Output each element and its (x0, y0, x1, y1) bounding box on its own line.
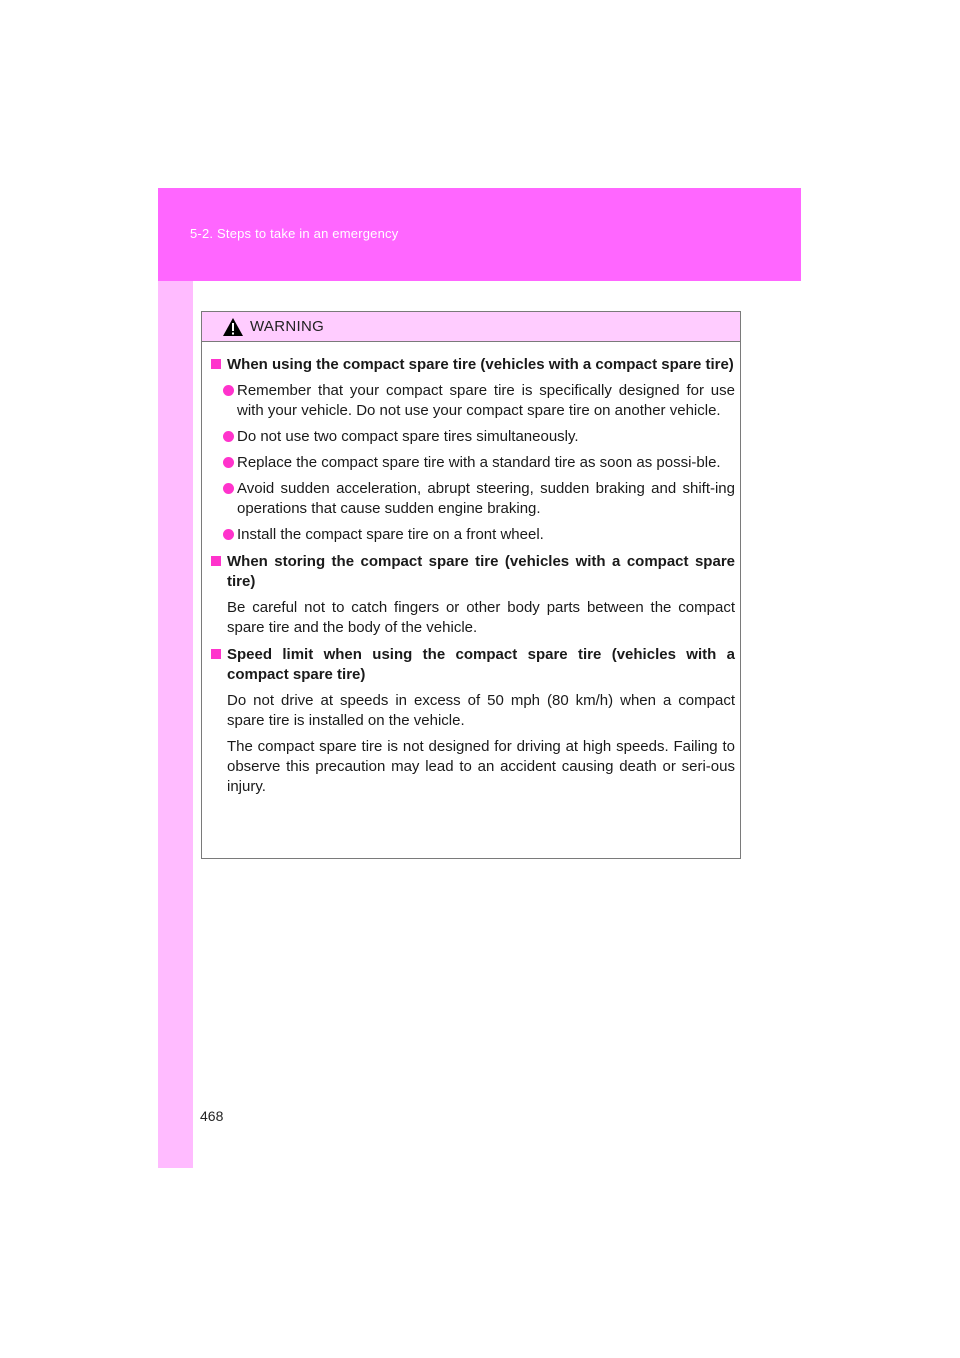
warning-triangle-icon (222, 317, 244, 337)
topic-heading (209, 645, 735, 685)
circle-bullet-icon (223, 431, 234, 442)
bullet-item (209, 479, 735, 519)
bullet-text: Install the compact spare tire on a front wheel. (237, 526, 544, 543)
square-marker-icon (211, 556, 221, 566)
bullet-item (209, 525, 735, 545)
square-marker-icon (211, 359, 221, 369)
bullet-text: Do not use two compact spare tires simultaneously. (237, 428, 579, 445)
bullet-text: Avoid sudden acceleration, abrupt steering, sudden braking and shift-ing operations that cause sudden engine braking. (237, 480, 735, 517)
paragraph: Do not drive at speeds in excess of 50 mph (80 km/h) when a compact spare tire is installed on the vehicle. (227, 692, 735, 729)
warning-body (202, 342, 740, 797)
warning-box (201, 311, 741, 859)
paragraph: Be careful not to catch fingers or other body parts between the compact spare tire and the body of the vehicle. (227, 599, 735, 636)
bullet-item (209, 427, 735, 447)
circle-bullet-icon (223, 457, 234, 468)
bullet-item (209, 381, 735, 421)
section-title: 5-2. Steps to take in an emergency (190, 226, 399, 241)
circle-bullet-icon (223, 529, 234, 540)
circle-bullet-icon (223, 385, 234, 396)
header-band (158, 188, 801, 281)
topic-heading (209, 355, 735, 375)
bullet-text: Replace the compact spare tire with a standard tire as soon as possi-ble. (237, 454, 721, 471)
warning-header (202, 312, 740, 342)
bullet-item (209, 453, 735, 473)
topic-heading (209, 552, 735, 592)
side-tab-strip (158, 281, 193, 1168)
square-marker-icon (211, 649, 221, 659)
warning-title: WARNING (250, 318, 325, 335)
circle-bullet-icon (223, 483, 234, 494)
topic-heading-text: Speed limit when using the compact spare tire (vehicles with a compact spare tire) (227, 646, 735, 683)
topic-heading-text: When using the compact spare tire (vehicles with a compact spare tire) (227, 356, 734, 373)
paragraph: The compact spare tire is not designed for driving at high speeds. Failing to observe this precaution may lead to an accident causing death or seri-ous injury. (227, 738, 735, 795)
page-number: 468 (200, 1108, 224, 1124)
topic-heading-text: When storing the compact spare tire (vehicles with a compact spare tire) (227, 553, 735, 590)
bullet-text: Remember that your compact spare tire is specifically designed for use with your vehicle. Do not use your compact spare tire on another vehicle. (237, 382, 735, 419)
